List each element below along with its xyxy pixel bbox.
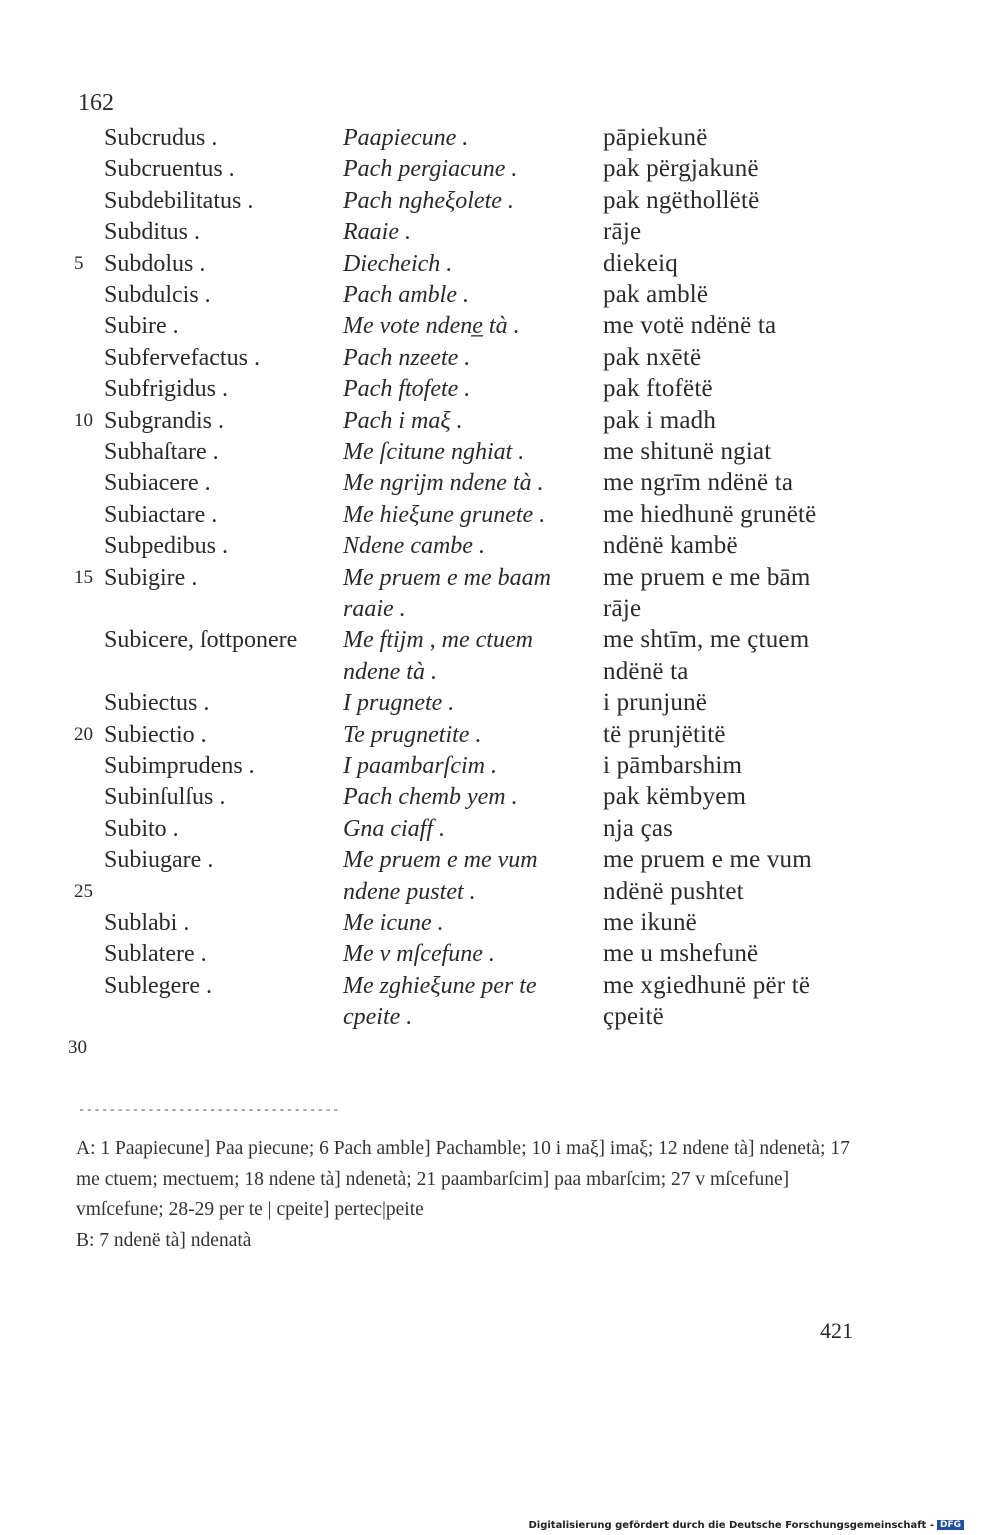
modern-albanian-term: çpeitë (603, 1003, 664, 1031)
glossary-row (0, 781, 1000, 813)
modern-albanian-term: me votë ndënë ta (603, 312, 777, 340)
modern-albanian-term: me shtīm, me çtuem (603, 626, 810, 654)
modern-albanian-term: pak këmbyem (603, 783, 747, 811)
modern-albanian-term: nja ças (603, 814, 674, 842)
modern-albanian-term: pak i madh (603, 406, 717, 434)
old-albanian-term: Me ngrijm ndene tà . (343, 470, 544, 497)
old-albanian-term: Me icune . (343, 910, 444, 936)
modern-albanian-term: me xgiedhunë për të (603, 971, 811, 999)
latin-term: Sublatere . (104, 941, 207, 968)
glossary-row (0, 436, 1000, 468)
old-albanian-term: cpeite . (343, 1004, 413, 1031)
latin-term: Subcruentus . (104, 156, 235, 183)
line-number: 5 (74, 252, 84, 274)
latin-term: Subigire . (104, 564, 198, 591)
latin-term: Subiugare . (104, 847, 214, 874)
old-albanian-term: I prugnete . (343, 690, 455, 717)
glossary-row (0, 185, 1000, 217)
glossary-row (0, 405, 1000, 437)
glossary-row (0, 907, 1000, 939)
page-number-top: 162 (78, 90, 114, 116)
old-albanian-term: Me zghieξune per te (343, 972, 537, 999)
old-albanian-term: Pach pergiacune . (343, 156, 518, 183)
latin-term: Subicere, ſottponere (104, 627, 298, 654)
latin-term: Subinſulſus . (104, 784, 226, 811)
glossary-row (0, 970, 1000, 1002)
old-albanian-term: Te prugnetite . (343, 721, 482, 748)
latin-term: Subhaſtare . (104, 439, 219, 465)
old-albanian-term: ndene pustet . (343, 878, 476, 905)
funding-text: Digitalisierung gefördert durch die Deutsche Forschungsgemeinschaft - (528, 1520, 934, 1531)
glossary-row (0, 813, 1000, 845)
line-number: 20 (74, 723, 93, 745)
line-number-30: 30 (68, 1037, 87, 1058)
glossary-row (0, 1001, 1000, 1033)
old-albanian-term: Me pruem e me baam (343, 564, 551, 591)
latin-term: Subdebilitatus . (104, 187, 254, 214)
glossary-row (0, 467, 1000, 499)
modern-albanian-term: pak ngëthollëtë (603, 186, 760, 214)
old-albanian-term: Ndene cambe . (343, 533, 485, 560)
old-albanian-term: Raaie . (343, 219, 411, 246)
modern-albanian-term: me hiedhunë grunëtë (603, 500, 817, 528)
glossary-row (0, 750, 1000, 782)
glossary-row (0, 938, 1000, 970)
latin-term: Subdulcis . (104, 282, 211, 308)
glossary-row (0, 279, 1000, 311)
apparatus-b: B: 7 ndenë tà] ndenatà (76, 1229, 252, 1251)
page-number-bottom: 421 (820, 1318, 853, 1343)
modern-albanian-term: ndënë kambë (603, 532, 738, 560)
latin-term: Subito . (104, 815, 179, 842)
old-albanian-term: Me ſcitune nghiat . (343, 439, 525, 465)
modern-albanian-term: me pruem e me bām (603, 563, 811, 591)
glossary-row (0, 342, 1000, 374)
latin-term: Subdolus . (104, 250, 206, 277)
old-albanian-term: Me ftijm , me ctuem (343, 627, 533, 654)
glossary-row (0, 687, 1000, 719)
line-number: 25 (74, 880, 93, 902)
modern-albanian-term: me ngrīm ndënë ta (603, 469, 794, 497)
footnote-separator: ---------------------------------- (78, 1103, 340, 1117)
modern-albanian-term: ndënë ta (603, 657, 689, 685)
latin-term: Subiectus . (104, 690, 210, 717)
old-albanian-term: Me v mſcefune . (343, 941, 495, 968)
old-albanian-term: Me pruem e me vum (343, 847, 538, 874)
latin-term: Sublabi . (104, 910, 190, 936)
latin-term: Subiactare . (104, 501, 218, 528)
old-albanian-term: Diecheich . (343, 250, 453, 277)
modern-albanian-term: rāje (603, 218, 642, 246)
modern-albanian-term: pāpiekunë (603, 124, 708, 151)
old-albanian-term: Pach ftofete . (343, 376, 471, 403)
latin-term: Subire . (104, 313, 179, 340)
modern-albanian-term: pak nxētë (603, 343, 702, 371)
latin-term: Subpedibus . (104, 533, 229, 560)
modern-albanian-term: pak përgjakunë (603, 155, 759, 183)
apparatus-a: A: 1 Paapiecune] Paa piecune; 6 Pach amble] Pachamble; 10 i maξ] imaξ; 12 ndene tà] ndenetà; 17 me ctuem; mectuem; 18 ndene tà] ndenetà; 21 paambarſcim] paa mbarſcim; 27 v mſcefune] vmſcefune; 28-29 per te | cpeite] pertec|peite (76, 1138, 850, 1220)
glossary-row (0, 593, 1000, 625)
modern-albanian-term: të prunjëtitë (603, 720, 726, 748)
modern-albanian-term: ndënë pushtet (603, 877, 744, 905)
old-albanian-term: raaie . (343, 596, 406, 622)
glossary-row (0, 624, 1000, 656)
latin-term: Subfervefactus . (104, 344, 260, 371)
glossary-row (0, 876, 1000, 908)
modern-albanian-term: i prunjunë (603, 689, 708, 717)
modern-albanian-term: me u mshefunë (603, 940, 759, 968)
glossary-row (0, 310, 1000, 342)
latin-term: Sublegere . (104, 972, 212, 999)
critical-apparatus (76, 1134, 866, 1256)
latin-term: Subcrudus . (104, 125, 218, 151)
glossary-row (0, 719, 1000, 751)
old-albanian-term: Pach ngheξolete . (343, 187, 514, 214)
line-number: 15 (74, 566, 93, 588)
glossary-row (0, 530, 1000, 562)
modern-albanian-term: me pruem e me vum (603, 846, 812, 874)
old-albanian-term: Pach i maξ . (343, 407, 463, 434)
glossary-row (0, 499, 1000, 531)
line-number: 10 (74, 409, 93, 431)
modern-albanian-term: me shitunë ngiat (603, 438, 772, 465)
dfg-logo: DFG (937, 1520, 964, 1530)
modern-albanian-term: me ikunë (603, 909, 697, 936)
old-albanian-term: ndene tà . (343, 658, 437, 685)
old-albanian-term: Pach amble . (343, 282, 469, 308)
glossary-row (0, 656, 1000, 688)
old-albanian-term: Gna ciaff . (343, 815, 445, 842)
latin-term: Subimprudens . (104, 753, 255, 779)
modern-albanian-term: pak amblë (603, 281, 709, 308)
latin-term: Subiacere . (104, 470, 211, 497)
glossary-row (0, 562, 1000, 594)
glossary-row (0, 248, 1000, 280)
latin-term: Subditus . (104, 219, 201, 246)
modern-albanian-term: rāje (603, 595, 642, 622)
latin-term: Subiectio . (104, 721, 207, 748)
modern-albanian-term: diekeiq (603, 249, 678, 277)
old-albanian-term: Me vote ndene̲ tà . (343, 313, 520, 340)
funding-note (528, 1520, 964, 1531)
modern-albanian-term: i pāmbarshim (603, 752, 743, 779)
glossary-row (0, 373, 1000, 405)
glossary-row (0, 122, 1000, 154)
glossary-row (0, 216, 1000, 248)
old-albanian-term: Me hieξune grunete . (343, 501, 546, 528)
latin-term: Subgrandis . (104, 407, 224, 434)
old-albanian-term: I paambarſcim . (343, 753, 497, 779)
modern-albanian-term: pak ftofëtë (603, 375, 713, 403)
glossary-row (0, 153, 1000, 185)
latin-term: Subfrigidus . (104, 376, 229, 403)
old-albanian-term: Paapiecune . (343, 125, 469, 151)
glossary-row (0, 844, 1000, 876)
old-albanian-term: Pach nzeete . (343, 344, 471, 371)
old-albanian-term: Pach chemb yem . (343, 784, 518, 811)
